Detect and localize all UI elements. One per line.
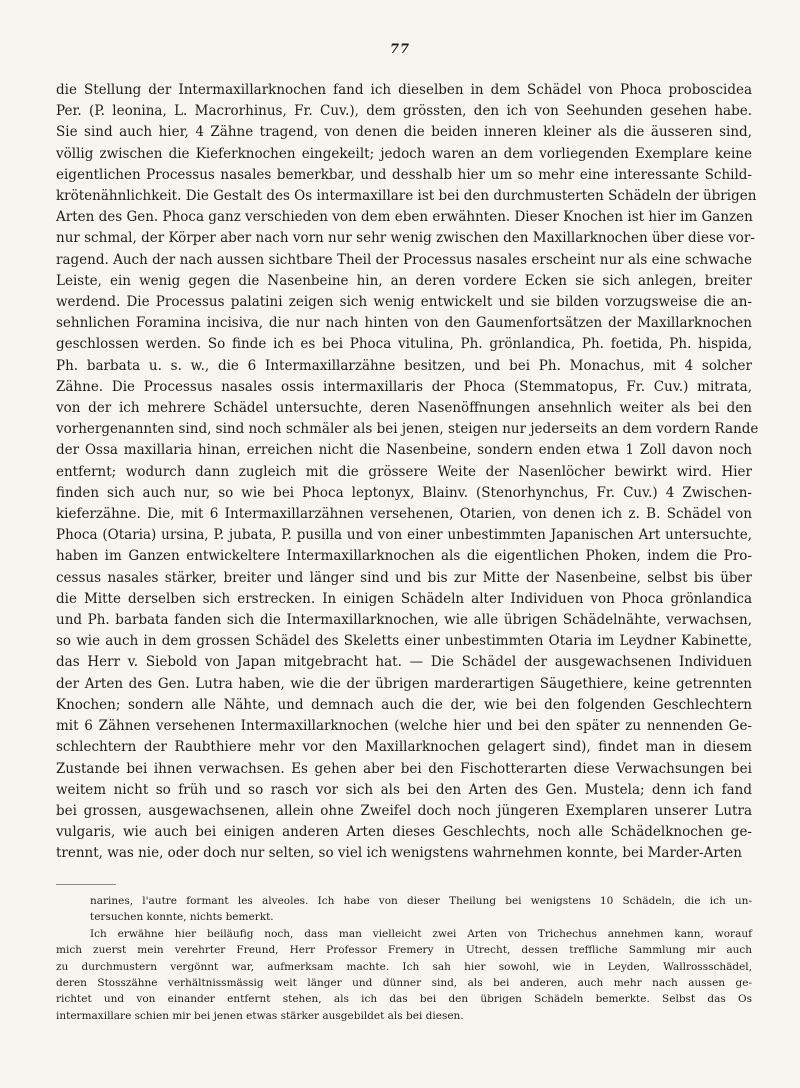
footnote-divider — [56, 884, 116, 885]
text-line: mit 6 Zähnen versehenen Intermaxillarknochen (welche hier und bei den später zu nennenden Ge- — [56, 718, 752, 735]
text-line: weitem nicht so früh und so rasch vor sich als bei den Arten des Gen. Mustela; denn ich fand — [56, 781, 752, 798]
text-line: Zähne. Die Processus nasales ossis intermaxillaris der Phoca (Stemmatopus, Fr. Cuv.) mitrata, — [56, 378, 752, 395]
footnote-line: zu durchmustern vergönnt war, aufmerksam machte. Ich sah hier sowohl, wie in Leyden, Wallrossschädel, — [56, 960, 752, 973]
text-line: Knochen; sondern alle Nähte, und demnach auch die der, wie bei den folgenden Geschlechtern — [56, 696, 752, 713]
text-line: die Stellung der Intermaxillarknochen fand ich dieselben in dem Schädel von Phoca proboscidea — [56, 82, 752, 98]
text-line: das Herr v. Siebold von Japan mitgebracht hat. — Die Schädel der ausgewachsenen Individuen — [56, 654, 752, 671]
text-line: cessus nasales stärker, breiter und länger sind und bis zur Mitte der Nasenbeine, selbst bis über — [56, 569, 752, 586]
text-line: Phoca (Otaria) ursina, P. jubata, P. pusilla und von einer unbestimmten Japanischen Art untersuchte, — [56, 527, 752, 544]
text-line: krötenähnlichkeit. Die Gestalt des Os intermaxillare ist bei den durchmusterten Schädeln der übrigen — [56, 188, 757, 205]
text-line: vorhergenannten sind, sind noch schmäler als bei jenen, steigen nur jederseits an dem vordern Rande — [56, 421, 759, 438]
footnote — [56, 893, 752, 1024]
text-line: eigentlichen Processus nasales bemerkbar, und desshalb hier um so mehr eine interessante Schild- — [56, 166, 752, 183]
text-line: werdend. Die Processus palatini zeigen sich wenig entwickelt und sie bilden vorzugsweise die an- — [56, 294, 752, 311]
text-line: Per. (P. leonina, L. Macrorhinus, Fr. Cuv.), dem grössten, den ich von Seehunden gesehen habe. — [56, 103, 752, 120]
footnote-line: tersuchen konnte, nichts bemerkt. — [90, 911, 274, 924]
page-number: 77 — [389, 42, 411, 57]
text-line: und Ph. barbata fanden sich die Intermaxillarknochen, wie alle übrigen Schädelnähte, verwachsen, — [56, 612, 752, 629]
text-line: kieferzähne. Die, mit 6 Intermaxillarzähnen versehenen, Otarien, von denen ich z. B. Schädel von — [56, 506, 752, 523]
text-line: so wie auch in dem grossen Schädel des Skeletts einer unbestimmten Otaria im Leydner Kabinette, — [56, 633, 752, 650]
text-line: schlechtern der Raubthiere mehr vor den Maxillarknochen gelagert sind), findet man in diesem — [56, 739, 752, 756]
footnote-line: intermaxillare schien mir bei jenen etwas stärker ausgebildet als bei diesen. — [56, 1009, 464, 1022]
text-line: nur schmal, der Körper aber nach vorn nur sehr wenig zwischen den Maxillarknochen über diese vor- — [56, 230, 755, 247]
footnote-line: richtet und von einander entfernt stehen, als ich das bei den übrigen Schädeln bemerkte. Selbst das Os — [56, 993, 752, 1006]
text-line: die Mitte derselben sich erstrecken. In einigen Schädeln alter Individuen von Phoca grönlandica — [56, 590, 752, 607]
text-line: Zustande bei ihnen verwachsen. Es gehen aber bei den Fischotterarten diese Verwachsungen bei — [56, 760, 752, 777]
text-line: entfernt; wodurch dann zugleich mit die grössere Weite der Nasenlöcher bewirkt wird. Hier — [56, 463, 752, 480]
text-line: vulgaris, wie auch bei einigen anderen Arten dieses Geschlechts, noch alle Schädelknochen ge- — [56, 824, 752, 841]
text-line: haben im Ganzen entwickeltere Intermaxillarknochen als die eigentlichen Phoken, indem die Pro- — [56, 548, 752, 565]
text-line: von der ich mehrere Schädel untersuchte, deren Nasenöffnungen ansehnlich weiter als bei den — [56, 400, 752, 417]
text-line: Leiste, ein wenig gegen die Nasenbeine hin, an deren vordere Ecken sie sich anlegen, breiter — [56, 272, 752, 289]
text-line: der Ossa maxillaria hinan, erreichen nicht die Nasenbeine, sondern enden etwa 1 Zoll davon noch — [56, 442, 752, 459]
text-line: finden sich auch nur, so wie bei Phoca leptonyx, Blainv. (Stenorhynchus, Fr. Cuv.) 4 Zwischen- — [56, 484, 752, 501]
text-line: Sie sind auch hier, 4 Zähne tragend, von denen die beiden inneren kleiner als die äusseren sind, — [56, 124, 752, 141]
footnote-line: mich zuerst mein verehrter Freund, Herr Professor Fremery in Utrecht, dessen treffliche Sammlung mir auch — [56, 944, 752, 957]
main-text — [56, 80, 759, 865]
footnote-line: Ich erwähne hier beiläufig noch, dass man vielleicht zwei Arten von Trichechus annehmen kann, worauf — [90, 927, 752, 940]
text-line: bei grossen, ausgewachsenen, allein ohne Zweifel doch noch jüngeren Exemplaren unserer Lutra — [56, 802, 752, 819]
text-line: trennt, was nie, oder doch nur selten, so viel ich wenigstens wahrnehmen konnte, bei Marder-Arten — [56, 845, 742, 862]
footnote-line: deren Stosszähne verhältnissmässig weit länger und dünner sind, als bei anderen, auch mehr nach aussen ge- — [56, 977, 752, 990]
text-line: geschlossen werden. So finde ich es bei Phoca vitulina, Ph. grönlandica, Ph. foetida, Ph. hispida, — [56, 336, 752, 353]
text-line: sehnlichen Foramina incisiva, die nur nach hinten von den Gaumenfortsätzen der Maxillarknochen — [56, 315, 752, 332]
footnote-line: narines, l'autre formant les alveoles. Ich habe von dieser Theilung bei wenigstens 10 Schädeln, die ich un- — [90, 895, 752, 907]
text-line: ragend. Auch der nach aussen sichtbare Theil der Processus nasales erscheint nur als eine schwache — [56, 251, 752, 268]
text-line: der Arten des Gen. Lutra haben, wie die der übrigen marderartigen Säugethiere, keine getrennten — [56, 675, 752, 692]
text-line: völlig zwischen die Kieferknochen eingekeilt; jedoch waren an dem vorliegenden Exemplare keine — [56, 145, 752, 162]
text-line: Ph. barbata u. s. w., die 6 Intermaxillarzähne besitzen, und bei Ph. Monachus, mit 4 solcher — [56, 357, 752, 374]
text-line: Arten des Gen. Phoca ganz verschieden von dem eben erwähnten. Dieser Knochen ist hier im Ganzen — [56, 209, 753, 226]
